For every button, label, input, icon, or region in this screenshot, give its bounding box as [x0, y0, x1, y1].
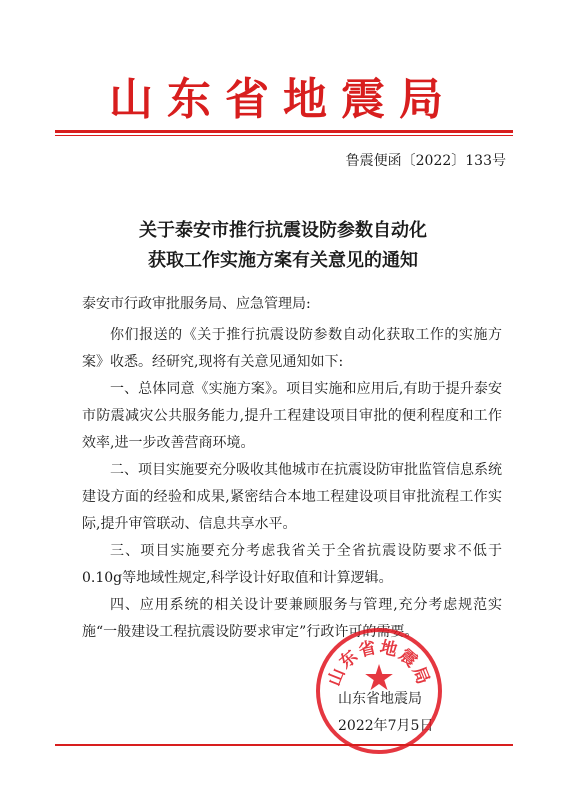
document-number: 鲁震便函〔2022〕133号: [345, 153, 506, 169]
footer-rule: [55, 744, 513, 746]
paragraph-item-2: 二、项目实施要充分吸收其他城市在抗震设防审批监管信息系统建设方面的经验和成果,紧密结合本地工程建设项目审批流程工作实际,提升审管联动、信息共享水平。: [82, 462, 502, 532]
paragraph-item-3: 三、项目实施要充分考虑我省关于全省抗震设防要求不低于0.10g等地域性规定,科学设计好取值和计算逻辑。: [82, 543, 502, 586]
letterhead-org-name: 山东省地震局: [109, 74, 457, 125]
letterhead-rule-thick: [55, 130, 513, 133]
document-title: [0, 216, 566, 276]
signature-date: 2022年7月5日: [338, 718, 434, 734]
document-title-line-1: 关于泰安市推行抗震设防参数自动化: [139, 220, 427, 241]
document-body: [82, 322, 502, 646]
addressee: 泰安市行政审批服务局、应急管理局:: [82, 296, 311, 312]
letterhead-rule-thin: [55, 135, 513, 136]
paragraph-item-1: 一、总体同意《实施方案》。项目实施和应用后,有助于提升泰安市防震减灾公共服务能力,提升工程建设项目审批的便利程度和工作效率,进一步改善营商环境。: [82, 381, 502, 451]
paragraph-intro: 你们报送的《关于推行抗震设防参数自动化获取工作的实施方案》收悉。经研究,现将有关意见通知如下:: [82, 327, 502, 370]
paragraph-item-4: 四、应用系统的相关设计要兼顾服务与管理,充分考虑规范实施“一般建设工程抗震设防要求审定”行政许可的需要。: [82, 597, 502, 640]
star-icon: ★: [362, 658, 396, 699]
official-seal: [316, 628, 442, 754]
document-title-line-2: 获取工作实施方案有关意见的通知: [148, 250, 418, 271]
signature-org: 山东省地震局: [338, 691, 422, 707]
seal-text: 山东省地震局: [324, 637, 434, 689]
